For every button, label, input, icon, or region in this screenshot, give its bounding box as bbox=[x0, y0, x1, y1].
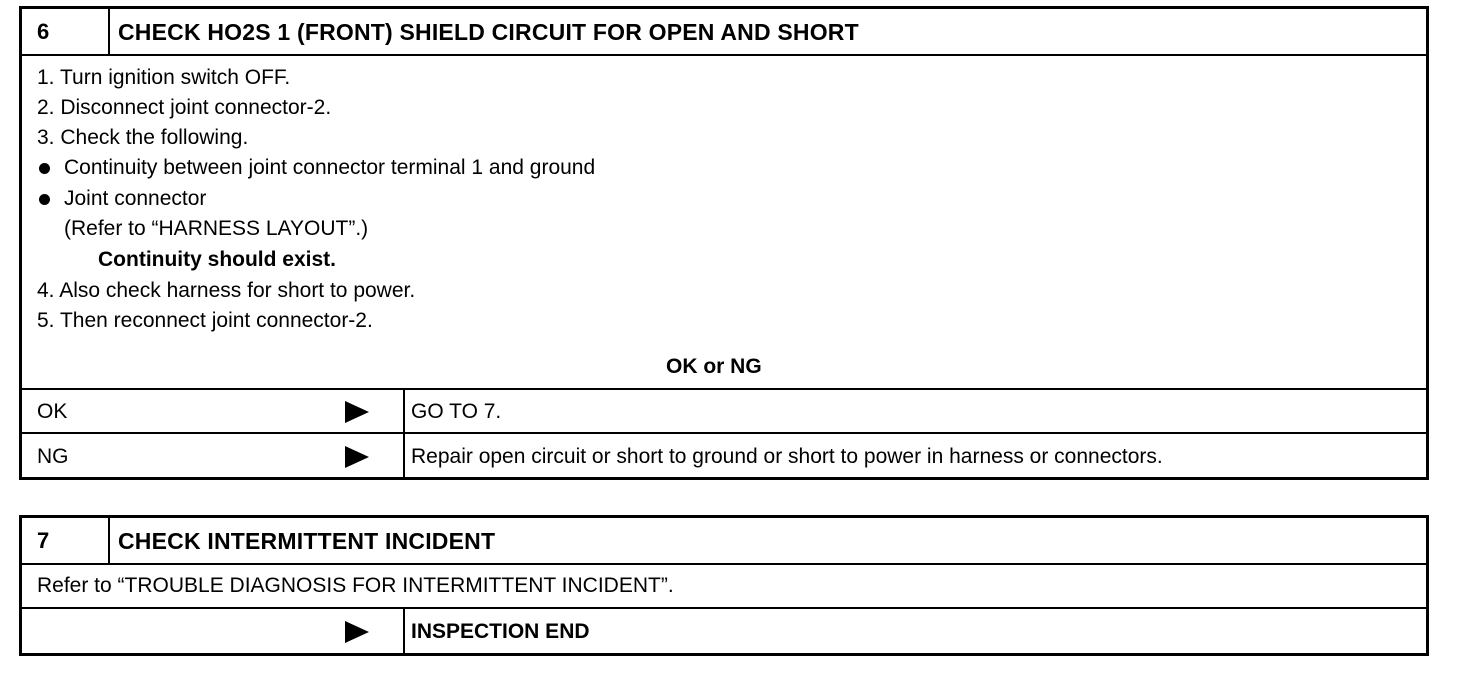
right-triangle-arrow-icon bbox=[345, 401, 369, 423]
instruction-line: 3. Check the following. bbox=[37, 126, 249, 149]
result-label: OK bbox=[37, 400, 68, 423]
bullet-dot-icon bbox=[39, 163, 50, 174]
step-6-block bbox=[19, 6, 1429, 480]
result-action: Repair open circuit or short to ground or short to power in harness or connectors. bbox=[411, 445, 1163, 468]
instruction-line: 5. Then reconnect joint connector-2. bbox=[37, 309, 373, 332]
result-row-ng bbox=[22, 434, 1426, 477]
step-title: CHECK INTERMITTENT INCIDENT bbox=[118, 528, 496, 554]
refer-note: Refer to “TROUBLE DIAGNOSIS FOR INTERMITTENT INCIDENT”. bbox=[37, 574, 674, 597]
result-row-ok bbox=[22, 390, 1426, 433]
result-action: INSPECTION END bbox=[411, 620, 590, 643]
bullet-item: Joint connector bbox=[64, 187, 207, 210]
divider bbox=[108, 9, 110, 54]
ok-or-ng-label: OK or NG bbox=[666, 355, 762, 378]
step-7-block bbox=[19, 515, 1429, 656]
step-number: 7 bbox=[37, 528, 50, 553]
result-label: NG bbox=[37, 445, 69, 468]
step-number: 6 bbox=[37, 19, 50, 44]
right-triangle-arrow-icon bbox=[345, 621, 369, 643]
step-7-header bbox=[22, 518, 1426, 563]
step-6-header bbox=[22, 9, 1426, 54]
spec-note: Continuity should exist. bbox=[98, 248, 337, 271]
divider bbox=[108, 518, 110, 563]
instruction-line: 4. Also check harness for short to power. bbox=[37, 279, 416, 302]
refer-note: (Refer to “HARNESS LAYOUT”.) bbox=[64, 217, 369, 240]
instruction-line: 1. Turn ignition switch OFF. bbox=[37, 66, 291, 89]
bullet-item: Continuity between joint connector terminal 1 and ground bbox=[64, 156, 596, 179]
result-action: GO TO 7. bbox=[411, 400, 502, 423]
right-triangle-arrow-icon bbox=[345, 446, 369, 468]
step-title: CHECK HO2S 1 (FRONT) SHIELD CIRCUIT FOR OPEN AND SHORT bbox=[118, 19, 859, 45]
result-row-end bbox=[22, 609, 1426, 653]
instruction-line: 2. Disconnect joint connector-2. bbox=[37, 96, 332, 119]
divider bbox=[22, 563, 1426, 565]
bullet-dot-icon bbox=[39, 194, 50, 205]
divider bbox=[22, 54, 1426, 56]
